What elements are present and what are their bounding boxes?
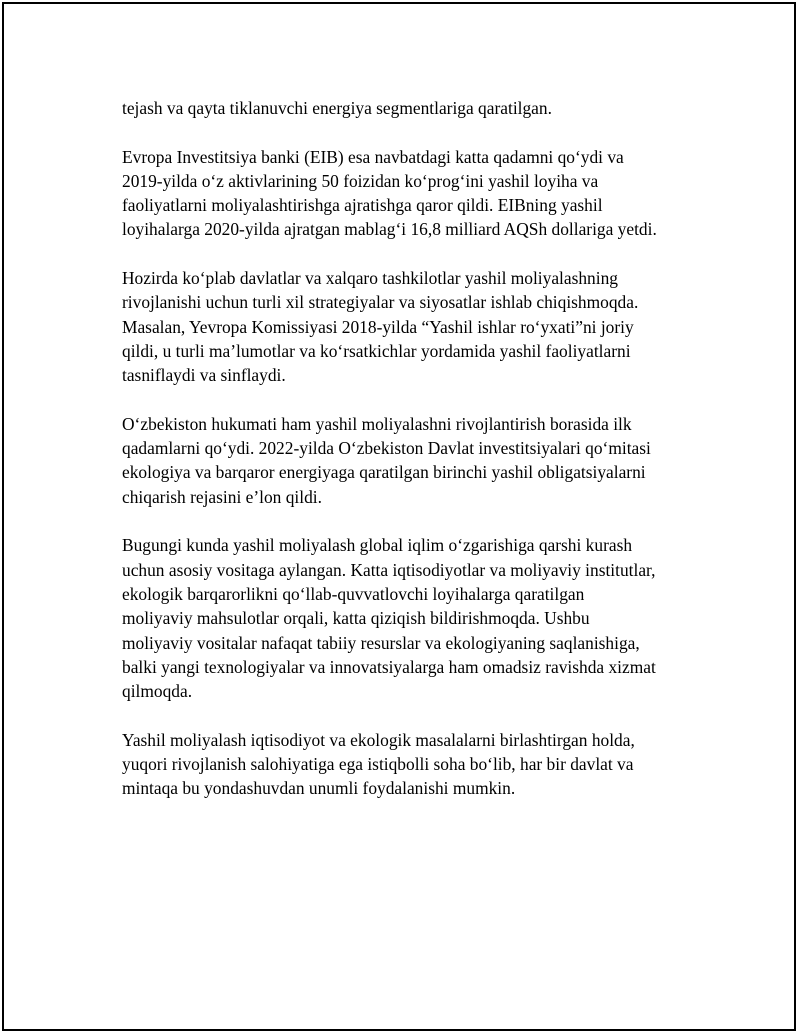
text-line: ekologiya va barqaror energiyaga qaratilgan birinchi yashil obligatsiyalarni xyxy=(122,462,646,483)
paragraph-5 xyxy=(122,533,712,703)
text-line: qadamlarni qo‘ydi. 2022-yilda O‘zbekiston Davlat investitsiyalari qo‘mitasi xyxy=(122,438,651,459)
text-line: balki yangi texnologiyalar va innovatsiyalarga ham omadsiz ravishda xizmat xyxy=(122,656,656,677)
document-page xyxy=(2,2,796,1031)
text-line: faoliyatlarni moliyalashtirishga ajratishga qaror qildi. EIBning yashil xyxy=(122,195,603,216)
text-line: Evropa Investitsiya banki (EIB) esa navbatdagi katta qadamni qo‘ydi va xyxy=(122,146,624,167)
text-line: uchun asosiy vositaga aylangan. Katta iqtisodiyotlar va moliyaviy institutlar, xyxy=(122,559,656,580)
text-line: chiqarish rejasini e’lon qildi. xyxy=(122,486,322,507)
document-body xyxy=(122,96,712,825)
text-line: Hozirda ko‘plab davlatlar va xalqaro tashkilotlar yashil moliyalashning xyxy=(122,268,618,289)
text-line: qildi, u turli ma’lumotlar va ko‘rsatkichlar yordamida yashil faoliyatlarni xyxy=(122,340,631,361)
text-line: tejash va qayta tiklanuvchi energiya segmentlariga qaratilgan. xyxy=(122,98,552,118)
text-line: loyihalarga 2020-yilda ajratgan mablag‘i 16,8 milliard AQSh dollariga yetdi. xyxy=(122,219,657,240)
text-line: O‘zbekiston hukumati ham yashil moliyalashni rivojlantirish borasida ilk xyxy=(122,413,632,434)
paragraph-3 xyxy=(122,266,712,387)
text-line: tasniflaydi va sinflaydi. xyxy=(122,365,286,386)
text-line: yuqori rivojlanish salohiyatiga ega istiqbolli soha bo‘lib, har bir davlat va xyxy=(122,754,634,775)
paragraph-2 xyxy=(122,145,712,242)
text-line: moliyaviy mahsulotlar orqali, katta qiziqish bildirishmoqda. Ushbu xyxy=(122,608,590,629)
text-line: moliyaviy vositalar nafaqat tabiiy resurslar va ekologiyaning saqlanishiga, xyxy=(122,632,640,653)
paragraph-6 xyxy=(122,728,712,801)
text-line: Masalan, Yevropa Komissiyasi 2018-yilda “Yashil ishlar ro‘yxati”ni joriy xyxy=(122,316,634,337)
paragraph-4 xyxy=(122,412,712,509)
text-line: Bugungi kunda yashil moliyalash global iqlim o‘zgarishiga qarshi kurash xyxy=(122,535,633,556)
text-line: qilmoqda. xyxy=(122,681,193,702)
text-line: ekologik barqarorlikni qo‘llab-quvvatlovchi loyihalarga qaratilgan xyxy=(122,583,585,604)
text-line: 2019-yilda o‘z aktivlarining 50 foizidan ko‘prog‘ini yashil loyiha va xyxy=(122,170,599,191)
text-line: Yashil moliyalash iqtisodiyot va ekologik masalalarni birlashtirgan holda, xyxy=(122,729,635,750)
text-line: mintaqa bu yondashuvdan unumli foydalanishi mumkin. xyxy=(122,778,516,799)
paragraph-1 xyxy=(122,96,712,120)
text-line: rivojlanishi uchun turli xil strategiyalar va siyosatlar ishlab chiqishmoqda. xyxy=(122,292,639,313)
